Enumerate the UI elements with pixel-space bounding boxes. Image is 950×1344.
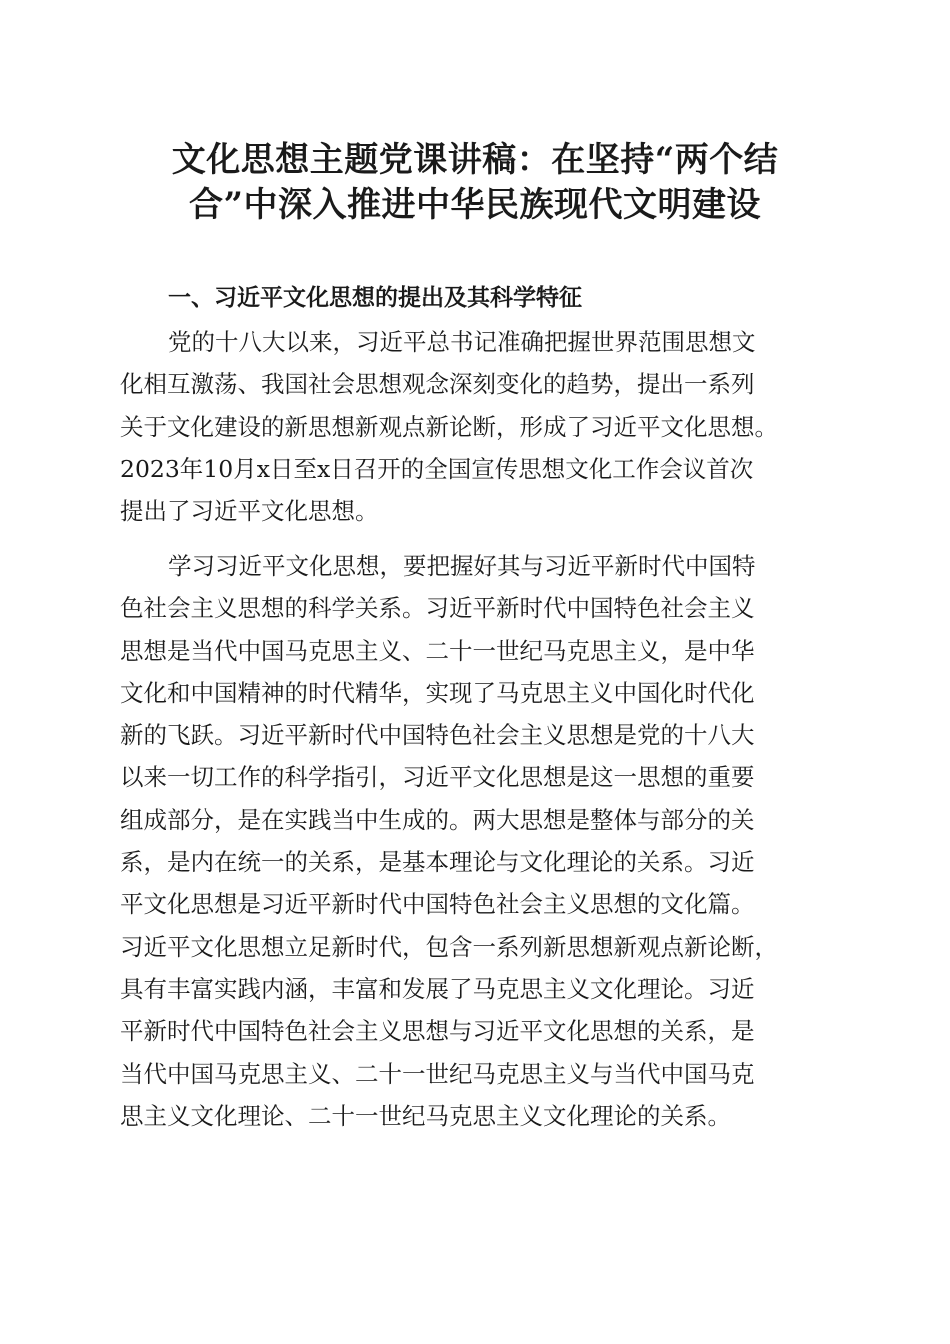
paragraph-line: 关于文化建设的新思想新观点新论断，形成了习近平文化思想。 — [120, 412, 778, 441]
paragraph-line: 平新时代中国特色社会主义思想与习近平文化思想的关系，是 — [120, 1017, 755, 1046]
paragraph-line: 学习习近平文化思想，要把握好其与习近平新时代中国特 — [168, 552, 756, 580]
title-line: 合”中深入推进中华民族现代文明建设 — [188, 185, 762, 225]
paragraph-line: 系，是内在统一的关系，是基本理论与文化理论的关系。习近 — [120, 848, 755, 877]
paragraph-line: 思主义文化理论、二十一世纪马克思主义文化理论的关系。 — [120, 1101, 731, 1130]
paragraph-line: 色社会主义思想的科学关系。习近平新时代中国特色社会主义 — [120, 594, 755, 623]
paragraph-line: 提出了习近平文化思想。 — [120, 497, 379, 526]
paragraph-line: 思想是当代中国马克思主义、二十一世纪马克思主义，是中华 — [120, 636, 755, 665]
paragraph-line: 平文化思想是习近平新时代中国特色社会主义思想的文化篇。 — [120, 890, 755, 919]
paragraph-line: 党的十八大以来，习近平总书记准确把握世界范围思想文 — [168, 328, 756, 356]
paragraph-line: 习近平文化思想立足新时代，包含一系列新思想新观点新论断， — [120, 932, 778, 961]
paragraph-line: 化相互激荡、我国社会思想观念深刻变化的趋势，提出一系列 — [120, 370, 755, 399]
paragraph-line: 新的飞跃。习近平新时代中国特色社会主义思想是党的十八大 — [120, 721, 755, 750]
paragraph-line: 组成部分，是在实践当中生成的。两大思想是整体与部分的关 — [120, 805, 755, 834]
paragraph-line: 当代中国马克思主义、二十一世纪马克思主义与当代中国马克 — [120, 1059, 755, 1088]
paragraph-line: 文化和中国精神的时代精华，实现了马克思主义中国化时代化 — [120, 678, 755, 707]
paragraph-line: 具有丰富实践内涵，丰富和发展了马克思主义文化理论。习近 — [120, 974, 755, 1003]
section-heading: 一、习近平文化思想的提出及其科学特征 — [168, 285, 582, 311]
paragraph-2 — [120, 545, 830, 1137]
document-title — [110, 138, 840, 228]
title-line: 文化思想主题党课讲稿：在坚持“两个结 — [171, 140, 779, 180]
paragraph-line: 2023年10月x日至x日召开的全国宣传思想文化工作会议首次 — [120, 454, 754, 483]
paragraph-line: 以来一切工作的科学指引，习近平文化思想是这一思想的重要 — [120, 763, 755, 792]
paragraph-1 — [120, 321, 830, 532]
